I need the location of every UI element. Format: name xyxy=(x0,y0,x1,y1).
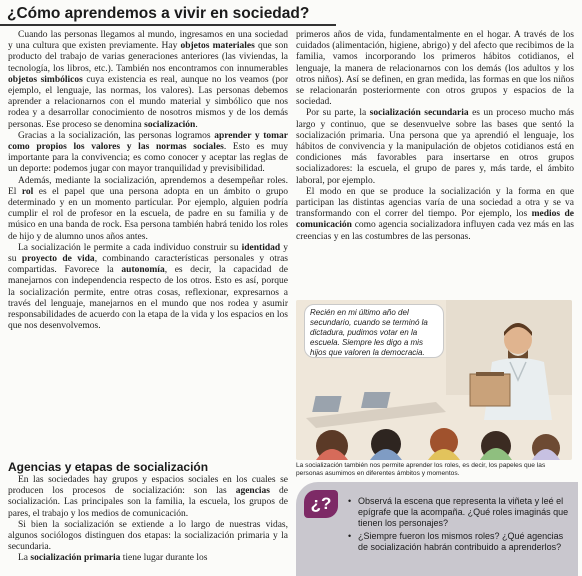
paragraph: primeros años de vida, fundamentalmente en el hogar. A través de los cuidados (alimentación, higiene, abrigo) y del afecto que recibimos de la familia, vamos incorporando los primeros hábitos cotidianos, el lenguaje, la manera de relacionarnos con los demás (los adultos y los otros niños). Así se definen, en gran medida, las formas en que los niños se relacionarán posteriormente con otros grupos y espacios de la sociedad. xyxy=(296,30,574,108)
paragraph: Gracias a la socialización, las personas logramos aprender y tomar como propios los valores y las normas sociales. Esto es muy importante para la convivencia; es como conocer y aceptar las reglas de un deporte: podemos jugar con mayor tranquilidad y previsibilidad. xyxy=(8,130,288,175)
left-column xyxy=(8,30,288,332)
bold-term: aprender y tomar como propios los valores y las normas sociales xyxy=(8,130,288,153)
title-underline xyxy=(0,24,336,26)
question-list xyxy=(348,496,570,556)
ballot-box xyxy=(470,374,510,406)
bold-term: socialización secundaria xyxy=(369,108,469,119)
paragraph: Cuando las personas llegamos al mundo, ingresamos en una sociedad y una cultura que existen previamente. Hay objetos materiales que son producto del trabajo de varias generaciones anteriores (las viviendas, la tecnología, los libros, etc.). También nos encontramos con innumerables objetos simbólicos cuya existencia es real, aunque no los veamos (por ejemplo, el lenguaje, las normas, los valores). Las personas debemos aprender a relacionarnos con el mundo material y simbólico que nos rodea y a desarrollar conocimiento de nosotros mismos y de los demás personas. Ese proceso se denomina socialización. xyxy=(8,30,289,130)
right-column xyxy=(296,30,574,243)
paragraph: La socialización le permite a cada individuo construir su identidad y su proyecto de vida, combinando características personales y otras compartidas. Favorece la autonomía, es decir, la capacidad de manejarnos con independencia respecto de los otros. Esto es así, porque la socialización permite, entre otras cosas, reflexionar, expresarnos a través del lenguaje, manejarnos en el mundo que nos rodea y asumir responsabilidades de acuerdo con la etapa de la vida y los espacios en los que nos desenvolvemos. xyxy=(8,242,289,332)
paragraph: Si bien la socialización se extiende a lo largo de nuestras vidas, algunos sociólogos distinguen dos etapas: la socialización primaria y la secundaria. xyxy=(8,519,288,553)
paragraph: La socialización primaria tiene lugar durante los xyxy=(18,553,208,564)
section-heading: Agencias y etapas de socialización xyxy=(8,460,209,474)
paragraph: Por su parte, la socialización secundaria es un proceso mucho más largo y continuo, que se desenvuelve sobre las bases que sentó la socialización primaria. Una persona que ya aprendió el lenguaje, los hábitos de convivencia y la manipulación de objetos cotidianos está en condiciones más favorables para insertarse en otros grupos socializadores: la escuela, el grupo de pares y, más tarde, el ámbito laboral, por ejemplo. xyxy=(296,108,574,186)
question-item: • ¿Siempre fueron los mismos roles? ¿Qué agencias de socialización habrán contribuido a aprenderlos? xyxy=(348,531,570,553)
question-item: • Observá la escena que representa la viñeta y leé el epígrafe que la acompaña. ¿Qué roles imaginás que tienen los personajes? xyxy=(348,496,570,528)
bold-term: agencias xyxy=(235,486,271,497)
speech-bubble: Recién en mi último año del secundario, cuando se terminó la dictadura, pudimos votar en la escuela. Siempre les digo a mis hijos que valoren la democracia. xyxy=(304,304,444,358)
page-title: ¿Cómo aprendemos a vivir en sociedad? xyxy=(7,5,310,22)
bold-term: objetos simbólicos xyxy=(8,74,83,85)
bold-term: rol xyxy=(21,186,34,197)
left-column-section xyxy=(8,475,288,565)
bold-term: identidad xyxy=(241,242,281,253)
bold-term: objetos materiales xyxy=(180,41,255,52)
bold-term: medios de comunicación xyxy=(296,209,574,231)
classroom-illustration xyxy=(296,300,572,460)
bold-term: socialización xyxy=(144,119,196,130)
bold-term: proyecto de vida xyxy=(21,254,95,265)
activity-box xyxy=(296,482,578,576)
bold-term: socialización primaria xyxy=(30,553,121,564)
paragraph: Además, mediante la socialización, aprendemos a desempeñar roles. El rol es el papel que una persona adopta en un ámbito o grupo determinado y en un momento particular. Por ejemplo, alguien podría cumplir el rol de profesor en la escuela, de padre en su familia y de músico en una banda de rock. Esa persona también habrá tenido los roles de hijo y de alumno unos años antes. xyxy=(8,175,288,242)
illustration-caption: La socialización también nos permite aprender los roles, es decir, los papeles que las personas asumimos en diferentes ámbitos y momentos. xyxy=(296,462,546,477)
bold-term: autonomía xyxy=(121,265,165,276)
paragraph: En las sociedades hay grupos y espacios sociales en los cuales se producen los procesos de socialización: son las agencias de socialización. Las principales son la familia, la escuela, los grupos de pares, el trabajo y los medios de comunicación. xyxy=(8,475,288,519)
question-badge-icon: ¿? xyxy=(304,490,338,518)
paragraph: El modo en que se produce la socialización y la forma en que participan las distintas agencias varía de una sociedad a otra y se va transformando con el correr del tiempo. Por ejemplo, los medios de comunicación como agencia socializadora influyen cada vez más en las creencias y en las costumbres de las personas. xyxy=(296,186,574,242)
